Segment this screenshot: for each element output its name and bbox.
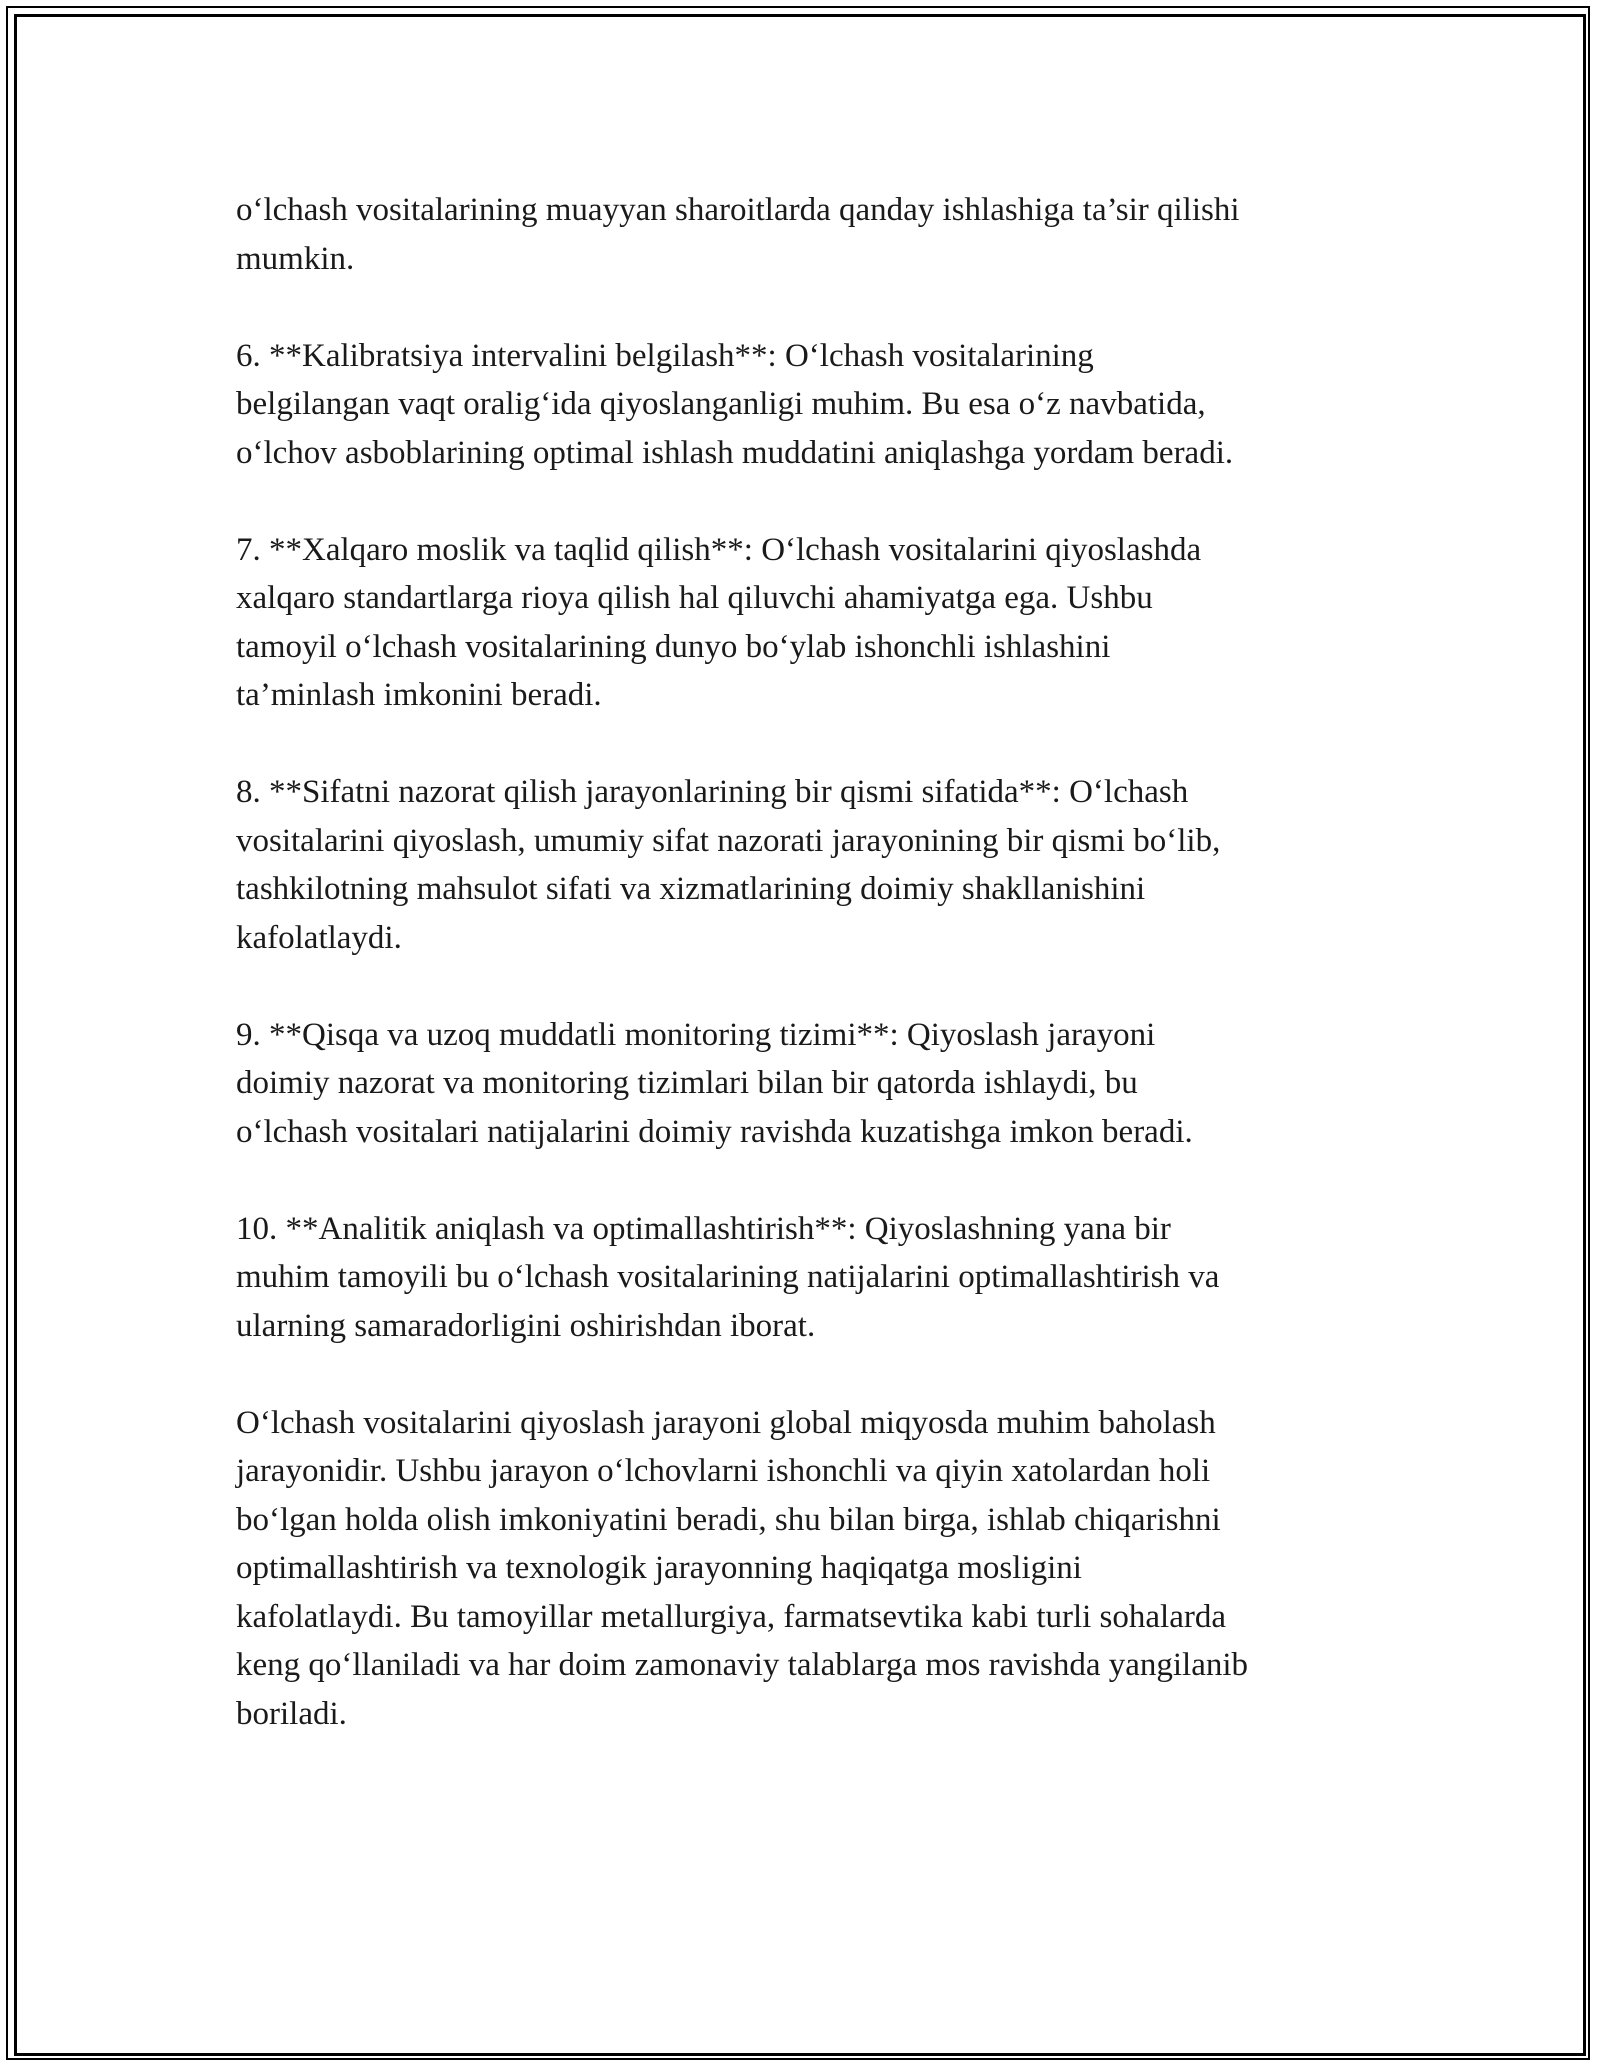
- paragraph-item-10: 10. **Analitik aniqlash va optimallashtirish**: Qiyoslashning yana bir muhim tamoyili bu o‘lchash vositalarining natijalarini optimallashtirish va ularning samaradorligini oshirishdan iborat.: [236, 1210, 1220, 1344]
- paragraph-item-7: 7. **Xalqaro moslik va taqlid qilish**: O‘lchash vositalarini qiyoslashda xalqaro standartlarga rioya qilish hal qiluvchi ahamiyatga ega. Ushbu tamoyil o‘lchash vositalarining dunyo bo‘ylab ishonchli ishlashini ta’minlash imkonini beradi.: [236, 531, 1202, 713]
- paragraph-item-9: 9. **Qisqa va uzoq muddatli monitoring tizimi**: Qiyoslash jarayoni doimiy nazorat va monitoring tizimlari bilan bir qatorda ishlaydi, bu o‘lchash vositalari natijalarini doimiy ravishda kuzatishga imkon beradi.: [236, 1016, 1193, 1150]
- paragraph-item-8: 8. **Sifatni nazorat qilish jarayonlarining bir qismi sifatida**: O‘lchash vositalarini qiyoslash, umumiy sifat nazorati jarayonining bir qismi bo‘lib, tashkilotning mahsulot sifati va xizmatlarining doimiy shakllanishini kafolatlaydi.: [236, 774, 1221, 956]
- paragraph-continuation: o‘lchash vositalarining muayyan sharoitlarda qanday ishlashiga ta’sir qilishi mumkin.: [236, 192, 1240, 277]
- paragraph-item-6: 6. **Kalibratsiya intervalini belgilash**: O‘lchash vositalarining belgilangan vaqt oralig‘ida qiyoslanganligi muhim. Bu esa o‘z navbatida, o‘lchov asboblarining optimal ishlash muddatini aniqlashga yordam beradi.: [236, 337, 1234, 471]
- document-body: [236, 186, 1366, 1787]
- paragraph-conclusion: O‘lchash vositalarini qiyoslash jarayoni global miqyosda muhim baholash jarayonidir. Ushbu jarayon o‘lchovlarni ishonchli va qiyin xatolardan holi bo‘lgan holda olish imkoniyatini beradi, shu bilan birga, ishlab chiqarishni optimallashtirish va texnologik jarayonning haqiqatga mosligini kafolatlaydi. Bu tamoyillar metallurgiya, farmatsevtika kabi turli sohalarda keng qo‘llaniladi va har doim zamonaviy talablarga mos ravishda yangilanib boriladi.: [236, 1404, 1249, 1732]
